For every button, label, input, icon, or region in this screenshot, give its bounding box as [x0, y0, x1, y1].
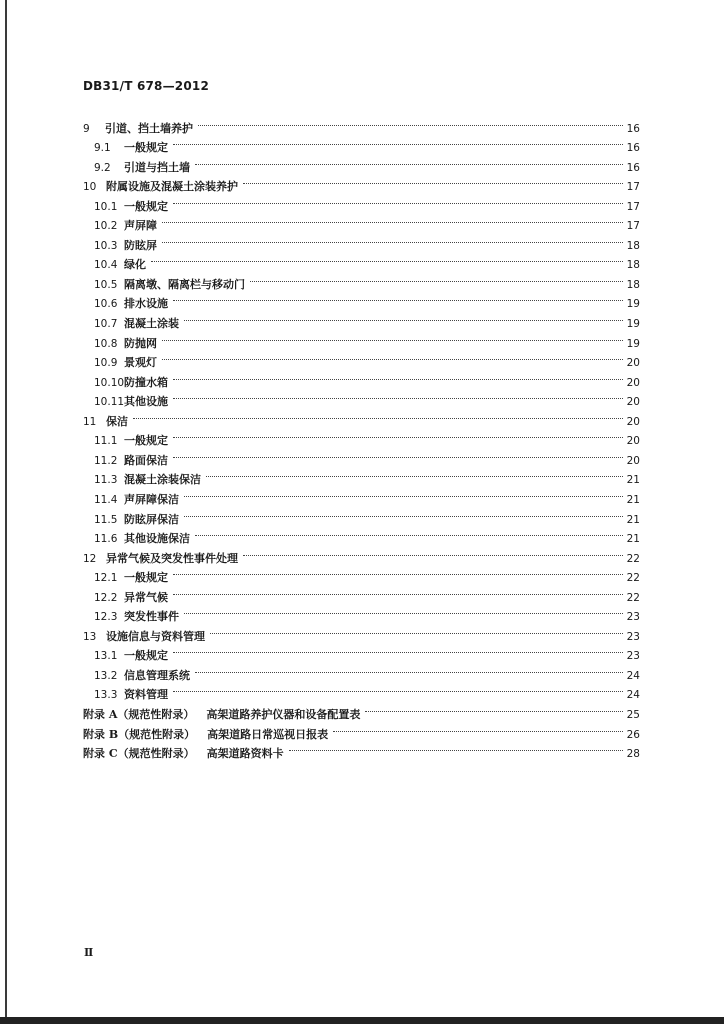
- toc-entry-title: 保洁: [106, 414, 128, 428]
- toc-entry-number: 附录 C（规范性附录）: [83, 747, 195, 761]
- toc-entry[interactable]: [83, 405, 640, 428]
- dot-leader: [173, 562, 623, 582]
- toc-entry-page: 16: [626, 142, 640, 155]
- dot-leader: [289, 738, 623, 758]
- dot-leader: [206, 464, 623, 484]
- toc-entry-number: 11: [83, 415, 97, 428]
- toc-entry-number: 11.4: [94, 493, 118, 506]
- toc-entry-title: 一般规定: [124, 141, 168, 155]
- toc-entry-number: 12: [83, 552, 97, 565]
- document-code-header: DB31/T 678—2012: [83, 79, 209, 93]
- toc-entry-number: 9: [83, 122, 90, 135]
- toc-entry-number: 13.1: [94, 650, 118, 663]
- dot-leader: [173, 190, 623, 210]
- toc-entry[interactable]: [94, 523, 640, 546]
- toc-entry-page: 20: [626, 454, 640, 467]
- toc-entry-title: 其他设施保洁: [124, 532, 190, 546]
- toc-entry[interactable]: [94, 347, 640, 370]
- dot-leader: [173, 444, 623, 464]
- toc-entry-page: 18: [626, 278, 640, 291]
- toc-entry-number: 10.1: [94, 200, 118, 213]
- toc-entry-title: 隔离墩、隔离栏与移动门: [124, 277, 245, 291]
- toc-entry-page: 17: [626, 181, 640, 194]
- toc-entry-title: 一般规定: [124, 571, 168, 585]
- toc-entry[interactable]: [94, 659, 640, 682]
- toc-entry-title: 路面保洁: [124, 453, 168, 467]
- toc-entry-number: 13.3: [94, 689, 118, 702]
- toc-entry-number: 附录 A（规范性附录）: [83, 708, 195, 721]
- toc-entry[interactable]: [94, 229, 640, 252]
- toc-entry-page: 20: [626, 415, 640, 428]
- toc-entry-number: 10.5: [94, 278, 118, 291]
- toc-entry-title: 防眩屏: [124, 238, 157, 252]
- toc-entry-title: 一般规定: [124, 199, 168, 213]
- toc-entry-page: 18: [626, 239, 640, 252]
- dot-leader: [151, 249, 623, 269]
- toc-entry-page: 20: [626, 376, 640, 389]
- toc-entry-page: 16: [626, 122, 640, 135]
- toc-entry-page: 24: [626, 669, 640, 682]
- toc-entry-title: 防眩屏保洁: [124, 512, 179, 526]
- toc-entry-title: 一般规定: [124, 434, 168, 448]
- toc-entry-title: 引道、挡土墙养护: [105, 121, 193, 135]
- toc-entry-title: 排水设施: [124, 297, 168, 311]
- toc-appendix-entry[interactable]: [83, 699, 640, 719]
- dot-leader: [195, 151, 623, 171]
- toc-entry-number: 11.3: [94, 474, 118, 487]
- toc-entry[interactable]: [94, 210, 640, 233]
- toc-entry-page: 24: [626, 689, 640, 702]
- toc-entry-number: 10.8: [94, 337, 118, 350]
- toc-entry-page: 19: [626, 298, 640, 311]
- toc-entry-page: 19: [626, 318, 640, 330]
- toc-entry-number: 11.2: [94, 454, 118, 467]
- toc-entry-page: 21: [626, 474, 640, 487]
- toc-entry-number: 9.2: [94, 161, 111, 174]
- toc-entry-number: 11.1: [94, 435, 118, 448]
- dot-leader: [173, 581, 623, 601]
- toc-entry[interactable]: [94, 132, 640, 155]
- toc-entry-title: 信息管理系统: [124, 668, 190, 682]
- dot-leader: [184, 483, 623, 503]
- toc-appendix-entry[interactable]: [83, 738, 640, 761]
- toc-entry-number: 10: [83, 181, 97, 194]
- dot-leader: [198, 112, 623, 132]
- toc-entry[interactable]: [94, 386, 640, 409]
- dot-leader: [210, 620, 623, 640]
- toc-entry-number: 11.5: [94, 513, 118, 526]
- toc-entry-page: 28: [626, 748, 640, 761]
- toc-entry[interactable]: [94, 190, 640, 213]
- dot-leader: [162, 229, 623, 249]
- dot-leader: [195, 523, 623, 543]
- toc-entry-page: 21: [626, 513, 640, 526]
- toc-entry-title: 异常气候及突发性事件处理: [106, 551, 238, 565]
- toc-entry-number: 10.10: [94, 376, 125, 389]
- dot-leader: [162, 347, 623, 367]
- toc-entry-title: 防撞水箱: [124, 375, 168, 389]
- toc-entry-number: 13.2: [94, 669, 118, 682]
- toc-entry[interactable]: [94, 464, 640, 487]
- dot-leader: [184, 601, 623, 621]
- toc-entry[interactable]: [94, 601, 640, 624]
- toc-entry-title: 资料管理: [124, 688, 168, 702]
- toc-entry-number: 10.7: [94, 318, 118, 330]
- toc-entry-page: 21: [626, 533, 640, 546]
- toc-entry[interactable]: [94, 327, 640, 350]
- toc-entry-title: 景观灯: [124, 356, 157, 370]
- toc-entry-number: 12.1: [94, 572, 118, 585]
- dot-leader: [184, 308, 623, 328]
- toc-entry-page: 17: [626, 220, 640, 233]
- toc-entry-title: 高架道路日常巡视日报表: [207, 727, 329, 741]
- dot-leader: [162, 210, 623, 230]
- dot-leader: [250, 268, 623, 288]
- toc-entry-page: 22: [626, 572, 640, 585]
- toc-entry-page: 23: [626, 650, 640, 663]
- toc-entry-title: 引道与挡土墙: [124, 160, 190, 174]
- toc-entry-title: 突发性事件: [124, 610, 179, 624]
- toc-entry[interactable]: [83, 112, 640, 135]
- dot-leader: [173, 366, 623, 386]
- dot-leader: [173, 386, 623, 406]
- toc-entry[interactable]: [83, 542, 640, 565]
- toc-entry-page: 25: [626, 709, 640, 721]
- toc-entry-title: 声屏障: [124, 219, 157, 233]
- toc-entry[interactable]: [94, 679, 640, 702]
- scan-bottom-border: [0, 1017, 724, 1024]
- toc-entry-page: 18: [626, 259, 640, 272]
- page-number-footer: Ⅱ: [84, 946, 94, 959]
- toc-entry-title: 防抛网: [124, 336, 157, 350]
- toc-entry-number: 10.11: [94, 396, 125, 409]
- toc-entry-number: 10.2: [94, 220, 118, 233]
- dot-leader: [184, 503, 623, 523]
- toc-entry-number: 10.3: [94, 239, 118, 252]
- toc-entry-page: 20: [626, 435, 640, 448]
- toc-entry-number: 12.2: [94, 591, 118, 604]
- toc-entry-title: 高架道路资料卡: [206, 747, 284, 761]
- toc-entry-title: 附属设施及混凝土涂装养护: [106, 180, 238, 194]
- dot-leader: [243, 171, 623, 191]
- toc-entry[interactable]: [94, 268, 640, 291]
- toc-entry[interactable]: [83, 171, 640, 194]
- dot-leader: [173, 132, 623, 152]
- toc-entry-number: 10.9: [94, 357, 118, 370]
- toc-entry[interactable]: [94, 425, 640, 448]
- toc-entry-number: 11.6: [94, 533, 118, 546]
- toc-entry-title: 混凝土涂装: [124, 317, 179, 330]
- toc-entry-page: 21: [626, 493, 640, 506]
- toc-entry-page: 26: [626, 728, 640, 741]
- toc-entry-title: 其他设施: [124, 395, 168, 409]
- toc-entry-title: 一般规定: [124, 649, 168, 663]
- toc-entry-page: 23: [626, 630, 640, 643]
- dot-leader: [195, 659, 623, 679]
- toc-entry-title: 绿化: [124, 258, 146, 272]
- toc-entry[interactable]: [94, 308, 640, 328]
- toc-entry-page: 19: [626, 337, 640, 350]
- toc-entry[interactable]: [94, 151, 640, 174]
- toc-appendix-entry[interactable]: [83, 718, 640, 741]
- toc-entry[interactable]: [94, 640, 640, 663]
- toc-entry-page: 20: [626, 357, 640, 370]
- toc-entry-number: 10.4: [94, 259, 118, 272]
- dot-leader: [173, 640, 623, 660]
- toc-entry-number: 附录 B（规范性附录）: [83, 727, 196, 741]
- toc-entry-page: 17: [626, 200, 640, 213]
- dot-leader: [333, 718, 623, 738]
- toc-entry-page: 23: [626, 611, 640, 624]
- page-edge-line: [5, 0, 7, 1024]
- toc-entry[interactable]: [94, 249, 640, 272]
- toc-entry-title: 设施信息与资料管理: [106, 629, 205, 643]
- toc-entry-number: 13: [83, 630, 97, 643]
- toc-entry[interactable]: [94, 562, 640, 585]
- toc-entry-title: 异常气候: [124, 590, 168, 604]
- toc-entry[interactable]: [94, 366, 640, 389]
- dot-leader: [365, 699, 623, 719]
- toc-entry[interactable]: [94, 581, 640, 604]
- toc-entry-page: 22: [626, 552, 640, 565]
- dot-leader: [133, 405, 623, 425]
- toc-entry[interactable]: [94, 483, 640, 506]
- toc-entry-page: 16: [626, 161, 640, 174]
- toc-entry[interactable]: [94, 503, 640, 526]
- toc-entry-page: 22: [626, 591, 640, 604]
- toc-entry-number: 12.3: [94, 611, 118, 624]
- toc-entry-title: 高架道路养护仪器和设备配置表: [206, 708, 361, 721]
- toc-entry[interactable]: [94, 444, 640, 467]
- dot-leader: [173, 679, 623, 699]
- dot-leader: [243, 542, 623, 562]
- toc-entry[interactable]: [94, 288, 640, 311]
- dot-leader: [173, 288, 623, 308]
- dot-leader: [173, 425, 623, 445]
- dot-leader: [162, 327, 623, 347]
- toc-entry-number: 9.1: [94, 142, 111, 155]
- toc-entry-title: 混凝土涂装保洁: [124, 473, 201, 487]
- toc-entry-title: 声屏障保洁: [124, 492, 179, 506]
- toc-entry-number: 10.6: [94, 298, 118, 311]
- toc-entry-page: 20: [626, 396, 640, 409]
- toc-entry[interactable]: [83, 620, 640, 643]
